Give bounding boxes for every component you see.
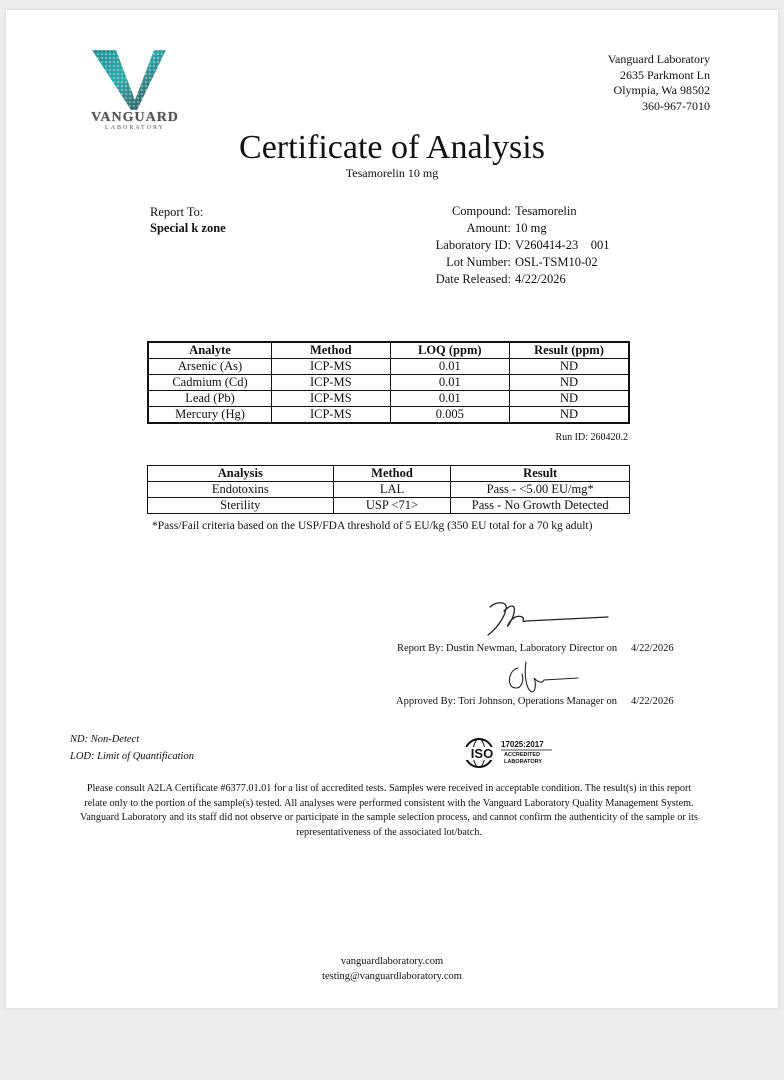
sample-info <box>356 203 609 288</box>
info-value: OSL-TSM10-02 <box>515 255 598 269</box>
table-cell: ND <box>510 391 630 407</box>
lab-name: Vanguard Laboratory <box>607 52 710 66</box>
footnote: *Pass/Fail criteria based on the USP/FDA threshold of 5 EU/kg (350 EU total for a 70 kg adult) <box>152 520 593 532</box>
info-row <box>356 220 609 237</box>
client-name: Special k zone <box>150 221 226 235</box>
report-to-block <box>150 204 226 236</box>
table-cell: Mercury (Hg) <box>148 407 272 424</box>
iso-laboratory: LABORATORY <box>504 759 543 765</box>
iso-standard: 17025:2017 <box>501 740 544 749</box>
contact-info <box>6 954 778 984</box>
table-header-row <box>148 466 630 482</box>
approved-date: 4/22/2026 <box>631 696 674 707</box>
table-cell: Endotoxins <box>148 482 334 498</box>
column-header: Method <box>272 342 391 359</box>
table-cell: ND <box>510 375 630 391</box>
table-row <box>148 391 629 407</box>
table-cell: ICP-MS <box>272 407 391 424</box>
table-row <box>148 375 629 391</box>
table-cell: 0.005 <box>390 407 509 424</box>
table-row <box>148 498 630 514</box>
legend-nd: ND: Non-Detect <box>70 734 140 745</box>
info-row <box>356 254 609 271</box>
column-header: Analysis <box>148 466 334 482</box>
table-cell: ICP-MS <box>272 391 391 407</box>
page-subtitle: Tesamorelin 10 mg <box>345 166 439 180</box>
manager-signature-icon <box>498 658 588 698</box>
table-cell: ND <box>510 407 630 424</box>
table-cell: ICP-MS <box>272 359 391 375</box>
info-value: 10 mg <box>515 221 547 235</box>
column-header: Result <box>451 466 630 482</box>
abbreviation-legend <box>70 731 194 765</box>
info-value: Tesamorelin <box>515 204 577 218</box>
table-cell: ND <box>510 359 630 375</box>
table-cell: 0.01 <box>390 375 509 391</box>
info-row <box>356 271 609 288</box>
disclaimer-text: Please consult A2LA Certificate #6377.01.01 for a list of accredited tests. Samples were received in acceptable condition. The result(s) in this report relate only to the portion of the sample(s) tested. All analyses were performed consistent with the Vanguard Laboratory Quality Management System. Vanguard Laboratory and its staff did not observe or participate in the sample selection process, and cannot confirm the authenticity of the sample or its representativeness of the associated lot/batch. <box>80 783 698 838</box>
director-signature-icon <box>482 595 612 645</box>
table-cell: Pass - No Growth Detected <box>451 498 630 514</box>
column-header: Result (ppm) <box>510 342 630 359</box>
table-cell: LAL <box>333 482 451 498</box>
iso-accredited: ACCREDITED <box>504 752 541 758</box>
table-cell: USP <71> <box>333 498 451 514</box>
info-value: V260414-23 001 <box>515 238 610 252</box>
info-key: Lot Number: <box>446 255 511 269</box>
analysis-table <box>147 465 630 514</box>
logo-subword: LABORATORY <box>105 125 165 131</box>
table-row <box>148 359 629 375</box>
column-header: Analyte <box>148 342 272 359</box>
table-row <box>148 407 629 424</box>
legend-lod: LOD: Limit of Quantification <box>70 751 194 762</box>
report-by-text: Report By: Dustin Newman, Laboratory Director on <box>397 643 618 654</box>
column-header: Method <box>333 466 451 482</box>
logo-wordmark: VANGUARD <box>91 110 179 125</box>
report-by-line <box>397 643 674 654</box>
table-cell: Cadmium (Cd) <box>148 375 272 391</box>
table-cell: 0.01 <box>390 391 509 407</box>
info-key: Laboratory ID: <box>435 238 511 252</box>
info-key: Date Released: <box>435 272 511 286</box>
heavy-metals-table <box>147 341 630 424</box>
approved-by-line <box>396 696 674 707</box>
table-cell: Sterility <box>148 498 334 514</box>
page-title: Certificate of Analysis <box>239 129 545 166</box>
info-row <box>356 237 609 254</box>
table-header-row <box>148 342 629 359</box>
report-to-label: Report To: <box>150 205 204 219</box>
table-cell: ICP-MS <box>272 375 391 391</box>
approved-by-text: Approved By: Tori Johnson, Operations Manager on <box>396 696 617 707</box>
info-value: 4/22/2026 <box>515 272 566 286</box>
lab-street: 2635 Parkmont Ln <box>620 67 710 82</box>
iso-accreditation-icon <box>462 737 556 769</box>
table-cell: Arsenic (As) <box>148 359 272 375</box>
lab-phone: 360-967-7010 <box>642 98 710 113</box>
info-row <box>356 203 609 220</box>
table-row <box>148 482 630 498</box>
info-key: Compound: <box>451 204 511 218</box>
column-header: LOQ (ppm) <box>390 342 509 359</box>
iso-mark: ISO <box>470 746 494 761</box>
certificate-page <box>6 10 778 1008</box>
lab-city: Olympia, Wa 98502 <box>613 83 710 97</box>
email-link[interactable]: testing@vanguardlaboratory.com <box>322 971 462 982</box>
report-date: 4/22/2026 <box>631 643 674 654</box>
lab-address <box>608 52 710 114</box>
website-link[interactable]: vanguardlaboratory.com <box>340 956 444 967</box>
table-cell: 0.01 <box>390 359 509 375</box>
info-key: Amount: <box>466 221 511 235</box>
table-cell: Lead (Pb) <box>148 391 272 407</box>
table-cell: Pass - <5.00 EU/mg* <box>451 482 630 498</box>
run-id: Run ID: 260420.2 <box>555 432 628 443</box>
